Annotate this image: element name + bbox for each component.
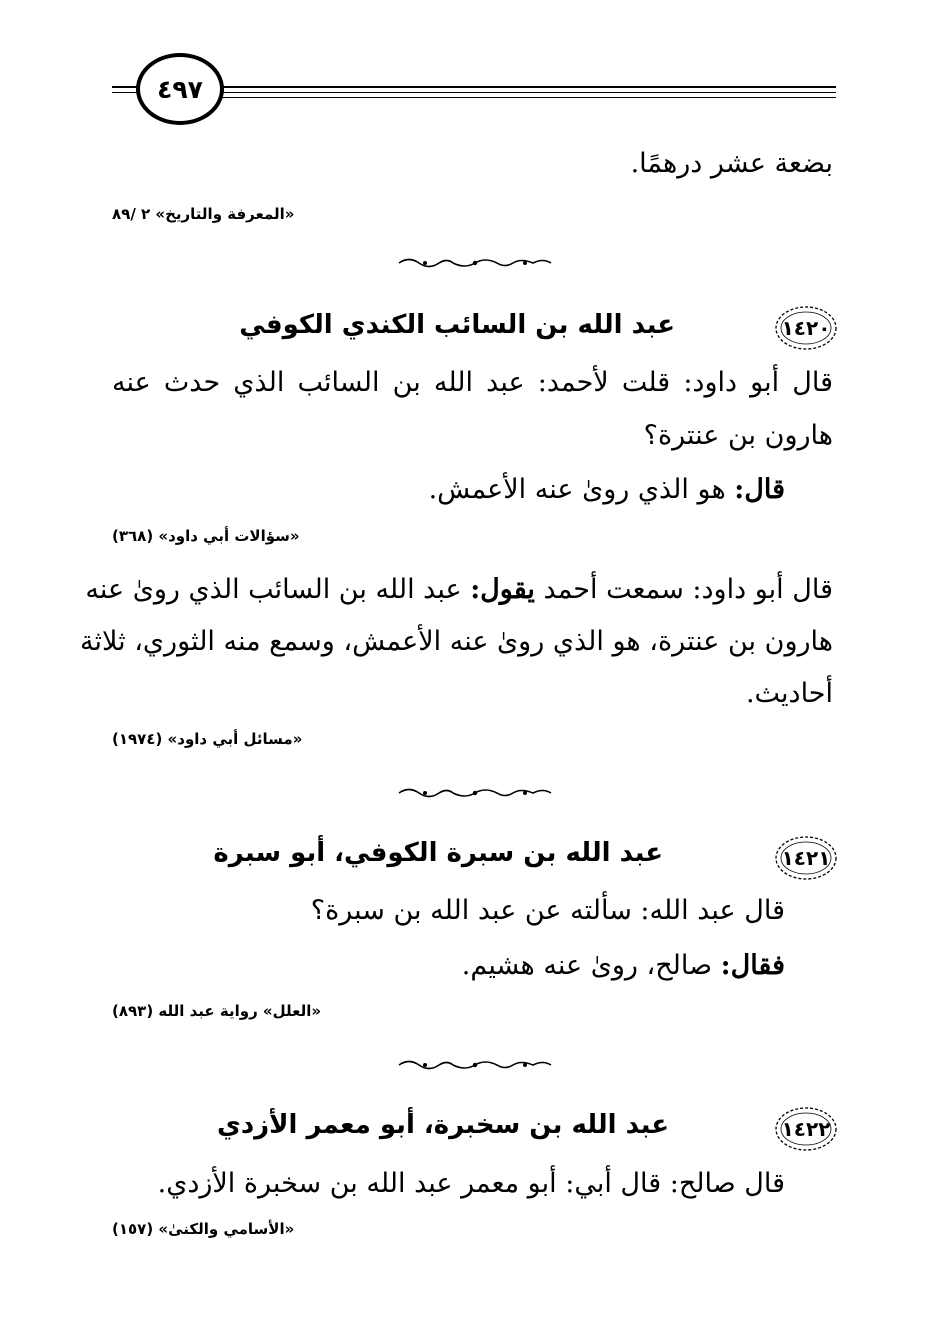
entry-number: ١٤٢١ bbox=[781, 846, 831, 870]
entry-paragraph-line: أحاديث. bbox=[745, 678, 833, 709]
source-citation: «مسائل أبي داود» (١٩٧٤) bbox=[112, 730, 303, 748]
ornament-divider bbox=[395, 256, 555, 270]
header-rule-right bbox=[222, 86, 836, 88]
entry-number: ١٤٢٢ bbox=[781, 1117, 831, 1141]
entry-line: قال عبد الله: سألته عن عبد الله بن سبرة؟ bbox=[310, 895, 785, 926]
entry-answer-line bbox=[462, 950, 785, 981]
source-citation: «سؤالات أبي داود» (٣٦٨) bbox=[112, 527, 300, 545]
entry-number-badge bbox=[772, 302, 840, 354]
header-rule-right-thin bbox=[222, 92, 836, 93]
answer-text: هو الذي روىٰ عنه الأعمش. bbox=[428, 474, 726, 505]
page-number: ٤٩٧ bbox=[136, 53, 224, 125]
entry-line: قال صالح: قال أبي: أبو معمر عبد الله بن سخبرة الأزدي. bbox=[157, 1168, 785, 1199]
entry-paragraph-line: هارون بن عنترة، هو الذي روىٰ عنه الأعمش، وسمع منه الثوري، ثلاثة bbox=[80, 626, 833, 657]
entry-answer-line bbox=[429, 474, 785, 505]
entry-line: قال أبو داود: قلت لأحمد: عبد الله بن السائب الذي حدث عنه bbox=[112, 367, 833, 398]
entry-number: ١٤٢٠ bbox=[781, 316, 831, 340]
ornament-divider bbox=[395, 786, 555, 800]
entry-paragraph-line bbox=[85, 574, 833, 605]
entry-number-badge bbox=[772, 832, 840, 884]
entry-title: عبد الله بن سبرة الكوفي، أبو سبرة bbox=[213, 838, 663, 868]
source-citation: «الأسامي والكنىٰ» (١٥٧) bbox=[112, 1220, 295, 1238]
entry-number-badge bbox=[772, 1103, 840, 1155]
entry-title: عبد الله بن السائب الكندي الكوفي bbox=[239, 310, 675, 340]
ornament-divider bbox=[395, 1058, 555, 1072]
answer-label: قال: bbox=[734, 474, 785, 505]
continuation-text: بضعة عشر درهمًا. bbox=[630, 148, 833, 179]
source-citation: «العلل» رواية عبد الله (٨٩٣) bbox=[112, 1002, 322, 1020]
entry-line: هارون بن عنترة؟ bbox=[643, 420, 833, 451]
paragraph-bold: يقول: bbox=[470, 574, 535, 605]
answer-label: فقال: bbox=[720, 950, 785, 981]
header-rule-right-thin-2 bbox=[222, 97, 836, 98]
paragraph-rest: عبد الله بن السائب الذي روىٰ عنه bbox=[85, 574, 462, 605]
entry-title: عبد الله بن سخبرة، أبو معمر الأزدي bbox=[216, 1110, 669, 1140]
continuation-source: «المعرفة والتاريخ» ٢ /٨٩ bbox=[112, 205, 295, 223]
answer-text: صالح، روىٰ عنه هشيم. bbox=[461, 950, 713, 981]
paragraph-prefix: قال أبو داود: سمعت أحمد bbox=[543, 574, 833, 605]
